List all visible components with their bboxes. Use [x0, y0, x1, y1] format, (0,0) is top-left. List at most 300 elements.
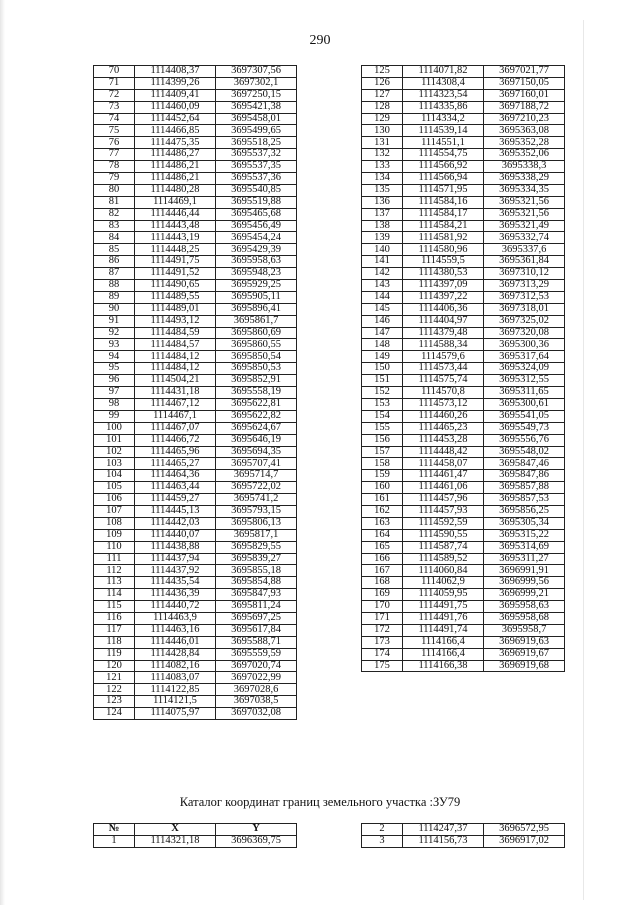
coord-y: 3695958,63 [484, 601, 565, 613]
coord-y: 3697302,1 [216, 77, 297, 89]
coord-y: 3695311,65 [484, 387, 565, 399]
coord-x: 1114446,44 [135, 208, 216, 220]
point-number: 75 [94, 125, 135, 137]
coord-y: 3697320,08 [484, 327, 565, 339]
coord-x: 1114581,92 [403, 232, 484, 244]
point-number: 157 [362, 446, 403, 458]
coord-x: 1114590,55 [403, 529, 484, 541]
point-number: 79 [94, 173, 135, 185]
point-number: 169 [362, 589, 403, 601]
table-row [362, 422, 565, 434]
coord-x: 1114436,39 [135, 589, 216, 601]
coord-x: 1114484,12 [135, 363, 216, 375]
coord-y: 3695847,46 [484, 458, 565, 470]
table-row [362, 220, 565, 232]
point-number: 153 [362, 398, 403, 410]
point-number: 81 [94, 196, 135, 208]
coord-x: 1114467,1 [135, 410, 216, 422]
coord-y: 3695540,85 [216, 184, 297, 196]
point-number: 110 [94, 541, 135, 553]
point-number: 92 [94, 327, 135, 339]
point-number: 132 [362, 149, 403, 161]
coord-x: 1114584,16 [403, 196, 484, 208]
coord-y: 3695958,63 [216, 256, 297, 268]
point-number: 2 [362, 824, 403, 836]
header-num: № [94, 824, 135, 836]
table-row [362, 601, 565, 613]
coord-y: 3695857,53 [484, 494, 565, 506]
point-number: 83 [94, 220, 135, 232]
table-row [362, 612, 565, 624]
coord-y: 3695559,59 [216, 648, 297, 660]
table-row [94, 363, 297, 375]
coord-y: 3695315,22 [484, 529, 565, 541]
table-row [94, 470, 297, 482]
point-number: 152 [362, 387, 403, 399]
coord-y: 3695793,15 [216, 505, 297, 517]
table-row [94, 624, 297, 636]
coord-y: 3695499,65 [216, 125, 297, 137]
coord-x: 1114446,01 [135, 636, 216, 648]
coord-x: 1114431,18 [135, 387, 216, 399]
point-number: 117 [94, 624, 135, 636]
coord-y: 3695454,24 [216, 232, 297, 244]
coord-y: 3695324,09 [484, 363, 565, 375]
point-number: 70 [94, 66, 135, 78]
coord-y: 3695850,54 [216, 351, 297, 363]
table-row [94, 387, 297, 399]
point-number: 118 [94, 636, 135, 648]
table-row [94, 494, 297, 506]
table-row [362, 648, 565, 660]
table-row [94, 684, 297, 696]
coord-x: 1114486,27 [135, 149, 216, 161]
coord-x: 1114566,94 [403, 173, 484, 185]
coord-y: 3697188,72 [484, 101, 565, 113]
table-row [362, 184, 565, 196]
coord-x: 1114397,09 [403, 280, 484, 292]
coord-y: 3695839,27 [216, 553, 297, 565]
table-header-row [94, 824, 297, 836]
catalog-table-right [361, 823, 565, 848]
coord-y: 3695556,76 [484, 434, 565, 446]
coord-x: 1114484,59 [135, 327, 216, 339]
table-row [362, 149, 565, 161]
table-row [94, 612, 297, 624]
coord-y: 3695811,24 [216, 601, 297, 613]
coordinates-table-right [361, 65, 565, 672]
coord-y: 3695817,1 [216, 529, 297, 541]
point-number: 150 [362, 363, 403, 375]
coord-y: 3695429,39 [216, 244, 297, 256]
point-number: 172 [362, 624, 403, 636]
point-number: 80 [94, 184, 135, 196]
point-number: 106 [94, 494, 135, 506]
table-row [362, 458, 565, 470]
table-row [94, 184, 297, 196]
coord-y: 3695847,93 [216, 589, 297, 601]
point-number: 95 [94, 363, 135, 375]
page-number: 290 [309, 33, 331, 48]
coord-y: 3695338,3 [484, 161, 565, 173]
point-number: 101 [94, 434, 135, 446]
table-row [94, 232, 297, 244]
coord-x: 1114571,95 [403, 184, 484, 196]
table-row [94, 434, 297, 446]
coord-y: 3695465,68 [216, 208, 297, 220]
table-row [94, 375, 297, 387]
point-number: 141 [362, 256, 403, 268]
coord-x: 1114588,34 [403, 339, 484, 351]
table-row [94, 173, 297, 185]
point-number: 111 [94, 553, 135, 565]
point-number: 134 [362, 173, 403, 185]
coord-x: 1114463,9 [135, 612, 216, 624]
point-number: 113 [94, 577, 135, 589]
table-row [94, 149, 297, 161]
coord-y: 3697150,05 [484, 77, 565, 89]
coord-x: 1114489,55 [135, 291, 216, 303]
point-number: 103 [94, 458, 135, 470]
point-number: 166 [362, 553, 403, 565]
coord-x: 1114493,12 [135, 315, 216, 327]
table-row [362, 660, 565, 672]
coord-x: 1114409,41 [135, 89, 216, 101]
coord-x: 1114484,57 [135, 339, 216, 351]
point-number: 86 [94, 256, 135, 268]
coord-x: 1114554,75 [403, 149, 484, 161]
coord-x: 1114166,38 [403, 660, 484, 672]
coord-y: 3695860,55 [216, 339, 297, 351]
table-row [362, 553, 565, 565]
coord-y: 3695896,41 [216, 303, 297, 315]
coord-y: 3695948,23 [216, 268, 297, 280]
table-row [94, 291, 297, 303]
coord-x: 1114075,97 [135, 708, 216, 720]
table-row [94, 351, 297, 363]
coord-y: 3696999,21 [484, 589, 565, 601]
point-number: 91 [94, 315, 135, 327]
coord-x: 1114453,28 [403, 434, 484, 446]
table-row [94, 196, 297, 208]
coord-x: 1114457,93 [403, 505, 484, 517]
coord-x: 1114452,64 [135, 113, 216, 125]
coord-x: 1114573,12 [403, 398, 484, 410]
coord-x: 1114448,25 [135, 244, 216, 256]
table-row [362, 268, 565, 280]
coord-x: 1114406,36 [403, 303, 484, 315]
coord-x: 1114463,44 [135, 482, 216, 494]
coord-y: 3695850,53 [216, 363, 297, 375]
table-row [94, 256, 297, 268]
coord-x: 1114122,85 [135, 684, 216, 696]
coord-x: 1114465,27 [135, 458, 216, 470]
point-number: 130 [362, 125, 403, 137]
table-row [94, 696, 297, 708]
table-row [362, 636, 565, 648]
coord-x: 1114308,4 [403, 77, 484, 89]
coord-x: 1114166,4 [403, 636, 484, 648]
coord-y: 3697250,15 [216, 89, 297, 101]
point-number: 123 [94, 696, 135, 708]
coord-x: 1114247,37 [403, 824, 484, 836]
table-row [94, 327, 297, 339]
coord-x: 1114156,73 [403, 836, 484, 848]
table-row [362, 327, 565, 339]
table-row [94, 77, 297, 89]
coord-x: 1114484,12 [135, 351, 216, 363]
point-number: 137 [362, 208, 403, 220]
point-number: 112 [94, 565, 135, 577]
coord-y: 3695588,71 [216, 636, 297, 648]
coord-x: 1114465,23 [403, 422, 484, 434]
coord-x: 1114475,35 [135, 137, 216, 149]
table-row [362, 137, 565, 149]
coord-y: 3695519,88 [216, 196, 297, 208]
coord-y: 3697020,74 [216, 660, 297, 672]
table-row [362, 398, 565, 410]
table-row [94, 529, 297, 541]
point-number: 170 [362, 601, 403, 613]
coord-y: 3695312,55 [484, 375, 565, 387]
coord-x: 1114460,09 [135, 101, 216, 113]
point-number: 122 [94, 684, 135, 696]
table-row [362, 505, 565, 517]
point-number: 175 [362, 660, 403, 672]
coord-y: 3695847,86 [484, 470, 565, 482]
point-number: 82 [94, 208, 135, 220]
coord-y: 3697318,01 [484, 303, 565, 315]
coord-y: 3695905,11 [216, 291, 297, 303]
table-row [362, 375, 565, 387]
coord-y: 3695622,81 [216, 398, 297, 410]
coord-y: 3695537,35 [216, 161, 297, 173]
table-row [94, 244, 297, 256]
table-row [362, 303, 565, 315]
point-number: 135 [362, 184, 403, 196]
table-row [362, 387, 565, 399]
coord-y: 3695707,41 [216, 458, 297, 470]
scan-fold-line [583, 20, 584, 900]
table-row [362, 482, 565, 494]
table-row [94, 339, 297, 351]
coord-x: 1114440,07 [135, 529, 216, 541]
point-number: 88 [94, 280, 135, 292]
coord-x: 1114467,07 [135, 422, 216, 434]
table-row [94, 137, 297, 149]
table-row [94, 398, 297, 410]
coord-x: 1114082,16 [135, 660, 216, 672]
coord-y: 3697021,77 [484, 66, 565, 78]
coord-y: 3697310,12 [484, 268, 565, 280]
table-row [362, 125, 565, 137]
table-row [94, 517, 297, 529]
point-number: 165 [362, 541, 403, 553]
coord-y: 3696917,02 [484, 836, 565, 848]
table-row [362, 77, 565, 89]
coordinates-table-left [93, 65, 297, 720]
table-row [362, 351, 565, 363]
table-row [362, 339, 565, 351]
coord-y: 3695929,25 [216, 280, 297, 292]
point-number: 160 [362, 482, 403, 494]
coord-x: 1114584,17 [403, 208, 484, 220]
coord-x: 1114461,47 [403, 470, 484, 482]
table-row [94, 410, 297, 422]
coord-x: 1114573,44 [403, 363, 484, 375]
coord-y: 3695305,34 [484, 517, 565, 529]
table-row [362, 470, 565, 482]
coord-x: 1114435,54 [135, 577, 216, 589]
table-row [94, 482, 297, 494]
coord-y: 3697032,08 [216, 708, 297, 720]
point-number: 100 [94, 422, 135, 434]
table-row [362, 315, 565, 327]
coord-x: 1114589,52 [403, 553, 484, 565]
coord-x: 1114491,75 [403, 601, 484, 613]
point-number: 107 [94, 505, 135, 517]
coord-x: 1114166,4 [403, 648, 484, 660]
coord-x: 1114570,8 [403, 387, 484, 399]
coord-y: 3696572,95 [484, 824, 565, 836]
point-number: 119 [94, 648, 135, 660]
point-number: 120 [94, 660, 135, 672]
coord-y: 3695855,18 [216, 565, 297, 577]
coord-x: 1114445,13 [135, 505, 216, 517]
coord-y: 3696919,68 [484, 660, 565, 672]
point-number: 148 [362, 339, 403, 351]
coord-x: 1114464,36 [135, 470, 216, 482]
table-row [362, 565, 565, 577]
table-row [94, 66, 297, 78]
point-number: 144 [362, 291, 403, 303]
coord-x: 1114579,6 [403, 351, 484, 363]
table-row [94, 660, 297, 672]
coord-x: 1114460,26 [403, 410, 484, 422]
coord-y: 3695617,84 [216, 624, 297, 636]
coord-y: 3695300,61 [484, 398, 565, 410]
table-row [362, 196, 565, 208]
coord-y: 3695352,06 [484, 149, 565, 161]
coord-y: 3695722,02 [216, 482, 297, 494]
header-y: Y [216, 824, 297, 836]
table-row [362, 410, 565, 422]
point-number: 93 [94, 339, 135, 351]
coord-y: 3697028,6 [216, 684, 297, 696]
coord-x: 1114121,5 [135, 696, 216, 708]
coord-y: 3695622,82 [216, 410, 297, 422]
point-number: 96 [94, 375, 135, 387]
point-number: 102 [94, 446, 135, 458]
point-number: 136 [362, 196, 403, 208]
coord-x: 1114466,85 [135, 125, 216, 137]
table-row [94, 836, 297, 848]
coord-x: 1114335,86 [403, 101, 484, 113]
coord-y: 3695338,29 [484, 173, 565, 185]
point-number: 149 [362, 351, 403, 363]
point-number: 84 [94, 232, 135, 244]
coord-x: 1114443,48 [135, 220, 216, 232]
coord-y: 3695311,27 [484, 553, 565, 565]
coord-y: 3695317,64 [484, 351, 565, 363]
coord-x: 1114437,94 [135, 553, 216, 565]
coord-x: 1114465,96 [135, 446, 216, 458]
table-row [94, 565, 297, 577]
point-number: 127 [362, 89, 403, 101]
table-row [362, 624, 565, 636]
table-row [362, 577, 565, 589]
coord-x: 1114580,96 [403, 244, 484, 256]
point-number: 158 [362, 458, 403, 470]
coord-y: 3695332,74 [484, 232, 565, 244]
point-number: 139 [362, 232, 403, 244]
point-number: 171 [362, 612, 403, 624]
coord-x: 1114490,65 [135, 280, 216, 292]
catalog-table-left [93, 823, 297, 848]
coord-y: 3697325,02 [484, 315, 565, 327]
table-row [362, 494, 565, 506]
table-row [362, 232, 565, 244]
table-row [362, 589, 565, 601]
coord-x: 1114587,74 [403, 541, 484, 553]
coord-y: 3695694,35 [216, 446, 297, 458]
coord-x: 1114592,59 [403, 517, 484, 529]
catalog-title: Каталог координат границ земельного участка :ЗУ79 [179, 795, 461, 809]
table-row [94, 601, 297, 613]
coord-y: 3695852,91 [216, 375, 297, 387]
point-number: 129 [362, 113, 403, 125]
coord-x: 1114397,22 [403, 291, 484, 303]
point-number: 3 [362, 836, 403, 848]
table-row [362, 161, 565, 173]
coord-y: 3695697,25 [216, 612, 297, 624]
coord-x: 1114504,21 [135, 375, 216, 387]
point-number: 138 [362, 220, 403, 232]
table-row [362, 434, 565, 446]
table-row [362, 363, 565, 375]
coord-x: 1114442,03 [135, 517, 216, 529]
coord-x: 1114379,48 [403, 327, 484, 339]
coord-x: 1114486,21 [135, 161, 216, 173]
coord-x: 1114459,27 [135, 494, 216, 506]
table-row [362, 280, 565, 292]
coord-x: 1114408,37 [135, 66, 216, 78]
table-row [362, 208, 565, 220]
table-row [94, 577, 297, 589]
point-number: 89 [94, 291, 135, 303]
coord-y: 3695549,73 [484, 422, 565, 434]
table-row [362, 836, 565, 848]
point-number: 155 [362, 422, 403, 434]
point-number: 116 [94, 612, 135, 624]
coord-y: 3695321,49 [484, 220, 565, 232]
coord-x: 1114463,16 [135, 624, 216, 636]
table-row [362, 446, 565, 458]
point-number: 85 [94, 244, 135, 256]
table-row [362, 173, 565, 185]
table-row [362, 113, 565, 125]
point-number: 94 [94, 351, 135, 363]
table-row [94, 161, 297, 173]
coord-x: 1114457,96 [403, 494, 484, 506]
coord-y: 3695541,05 [484, 410, 565, 422]
coord-y: 3695558,19 [216, 387, 297, 399]
coord-x: 1114060,84 [403, 565, 484, 577]
coord-x: 1114321,18 [135, 836, 216, 848]
coord-x: 1114491,52 [135, 268, 216, 280]
coord-y: 3695337,6 [484, 244, 565, 256]
point-number: 125 [362, 66, 403, 78]
